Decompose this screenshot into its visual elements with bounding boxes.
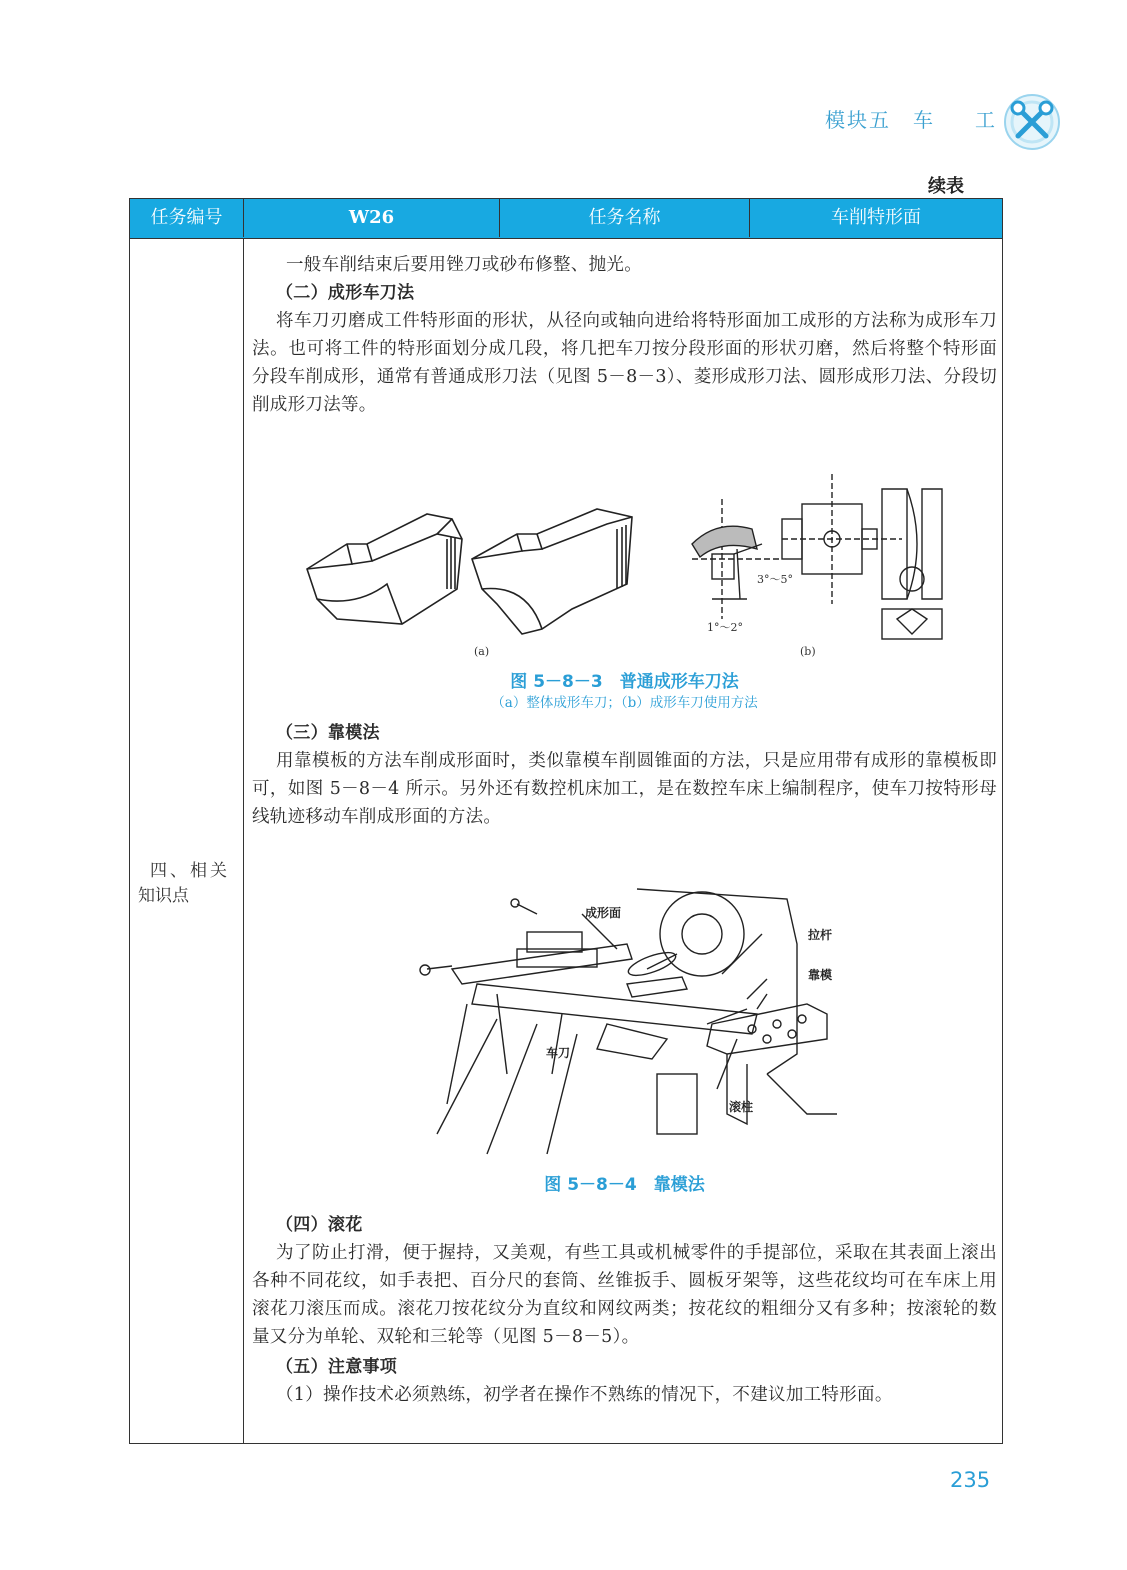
paragraph-3: 用靠模板的方法车削成形面时，类似靠模车削圆锥面的方法，只是应用带有成形的靠模板即可，如图 5－8－4 所示。另外还有数控机床加工，是在数控车床上编制程序，使车刀按特形母线轨迹移动车削成形面的方法。 [252,751,997,827]
continued-label: 续表 [928,176,964,197]
wrench-gear-icon [1002,92,1062,152]
figure-5-8-4-title: 图 5－8－4 靠模法 [544,1175,705,1195]
paragraph-5: （1）操作技术必须熟练，初学者在操作不熟练的情况下，不建议加工特形面。 [276,1385,893,1405]
paragraph-1: 一般车削结束后要用锉刀或砂布修整、抛光。 [286,255,642,275]
label-template: 靠模 [808,968,833,982]
forming-tool-drawing-a [297,489,637,649]
section-heading-3: （三）靠模法 [276,723,380,743]
lathe-template-drawing [407,874,867,1154]
header-cell-task-id: W26 [244,199,500,237]
header-cell-task-name: 车削特形面 [831,207,921,228]
row-label-line-1: 四、相关 [150,861,230,881]
figure-5-8-3 [252,459,997,711]
angle-label-1: 3°～5° [757,573,793,586]
chapter-char-1: 车 [913,108,935,132]
row-label [138,859,242,909]
angle-label-2: 1°～2° [707,621,743,634]
figure-label-b: (b) [800,645,816,658]
figure-5-8-3-subtitle: （a）整体成形车刀；（b）成形车刀使用方法 [491,695,758,711]
section-heading-4: （四）滚花 [276,1215,363,1235]
header-cell-task-id-label: 任务编号 [130,199,244,237]
label-tool: 车刀 [546,1046,571,1060]
module-label: 模块五 [825,108,891,132]
task-table [129,198,1003,1444]
header-cell-task-name-label: 任务名称 [500,199,750,237]
row-label-line-2: 知识点 [138,886,189,906]
row-label-cell [130,239,244,1443]
section-heading-5: （五）注意事项 [276,1357,398,1377]
table-header-row [130,199,1002,239]
label-forming-surface: 成形面 [585,906,622,920]
paragraph-4: 为了防止打滑，便于握持，又美观，有些工具或机械零件的手提部位，采取在其表面上滚出各种不同花纹，如手表把、百分尺的套筒、丝锥扳手、圆板牙架等，这些花纹均可在车床上用滚花刀滚压而成。滚花刀按花纹分为直纹和网纹两类；按花纹的粗细分又有多种；按滚轮的数量又分为单轮、双轮和三轮等（见图 5－8－5）。 [252,1243,997,1347]
page-number: 235 [950,1468,991,1492]
figure-label-a: (a) [474,645,490,658]
label-pull-rod: 拉杆 [808,928,833,942]
paragraph-2: 将车刀刃磨成工件特形面的形状，从径向或轴向进给将特形面加工成形的方法称为成形车刀法。也可将工件的特形面划分成几段，将几把车刀按分段形面的形状刃磨，然后将整个特形面分段车削成形，通常有普通成形刀法（见图 5－8－3）、菱形成形刀法、圆形成形刀法、分段切削成形刀法等。 [252,311,997,415]
chapter-header [825,104,997,133]
label-roller: 滚柱 [729,1100,754,1114]
figure-5-8-3-title: 图 5－8－3 普通成形车刀法 [510,672,739,692]
chapter-char-2: 工 [975,108,997,132]
figure-5-8-4 [252,874,997,1195]
section-heading-2: （二）成形车刀法 [276,283,415,303]
